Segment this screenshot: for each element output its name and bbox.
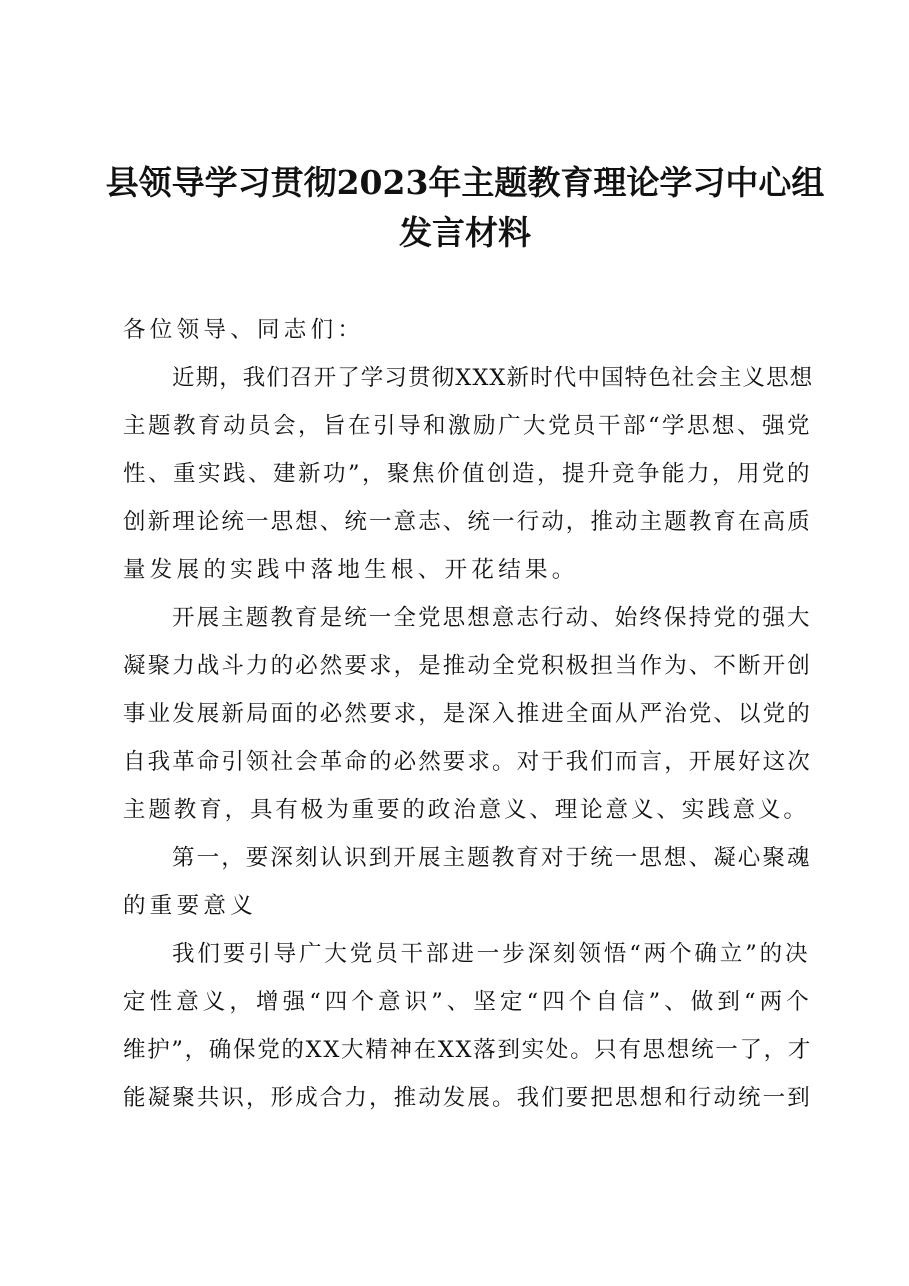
document-body: [123, 306, 813, 1122]
title-line-2: 发言材料: [399, 213, 531, 252]
body-line: 性、重实践、建新功”，聚焦价值创造，提升竞争能力，用党的: [123, 461, 813, 487]
body-line: 主题教育，具有极为重要的政治意义、理论意义、实践意义。: [123, 797, 809, 823]
body-line: 凝聚力战斗力的必然要求，是推动全党积极担当作为、不断开创: [123, 653, 812, 679]
body-line: 定性意义，增强“四个意识”、坚定“四个自信”、做到“两个: [123, 989, 813, 1015]
body-line: 的重要意义: [123, 893, 258, 919]
body-line: 自我革命引领社会革命的必然要求。对于我们而言，开展好这次: [123, 749, 812, 775]
body-line: 开展主题教育是统一全党思想意志行动、始终保持党的强大: [172, 605, 812, 631]
body-line: 各位领导、同志们：: [123, 317, 365, 343]
body-line: 事业发展新局面的必然要求，是深入推进全面从严治党、以党的: [123, 701, 812, 727]
body-line: 量发展的实践中落地生根、开花结果。: [123, 557, 579, 583]
body-line: 第一，要深刻认识到开展主题教育对于统一思想、凝心聚魂: [172, 845, 812, 871]
body-line: 我们要引导广大党员干部进一步深刻领悟“两个确立”的决: [172, 941, 811, 967]
title-line-1: 县领导学习贯彻2023年主题教育理论学习中心组: [105, 163, 825, 202]
body-line: 主题教育动员会，旨在引导和激励广大党员干部“学思想、强党: [123, 413, 813, 439]
body-line: 创新理论统一思想、统一意志、统一行动，推动主题教育在高质: [123, 509, 812, 535]
body-line: 能凝聚共识，形成合力，推动发展。我们要把思想和行动统一到: [123, 1085, 812, 1111]
document-title: [100, 158, 830, 258]
body-line: 维护”，确保党的XX大精神在XX落到实处。只有思想统一了，才: [123, 1037, 813, 1063]
body-line: 近期，我们召开了学习贯彻XXX新时代中国特色社会主义思想: [172, 365, 814, 391]
